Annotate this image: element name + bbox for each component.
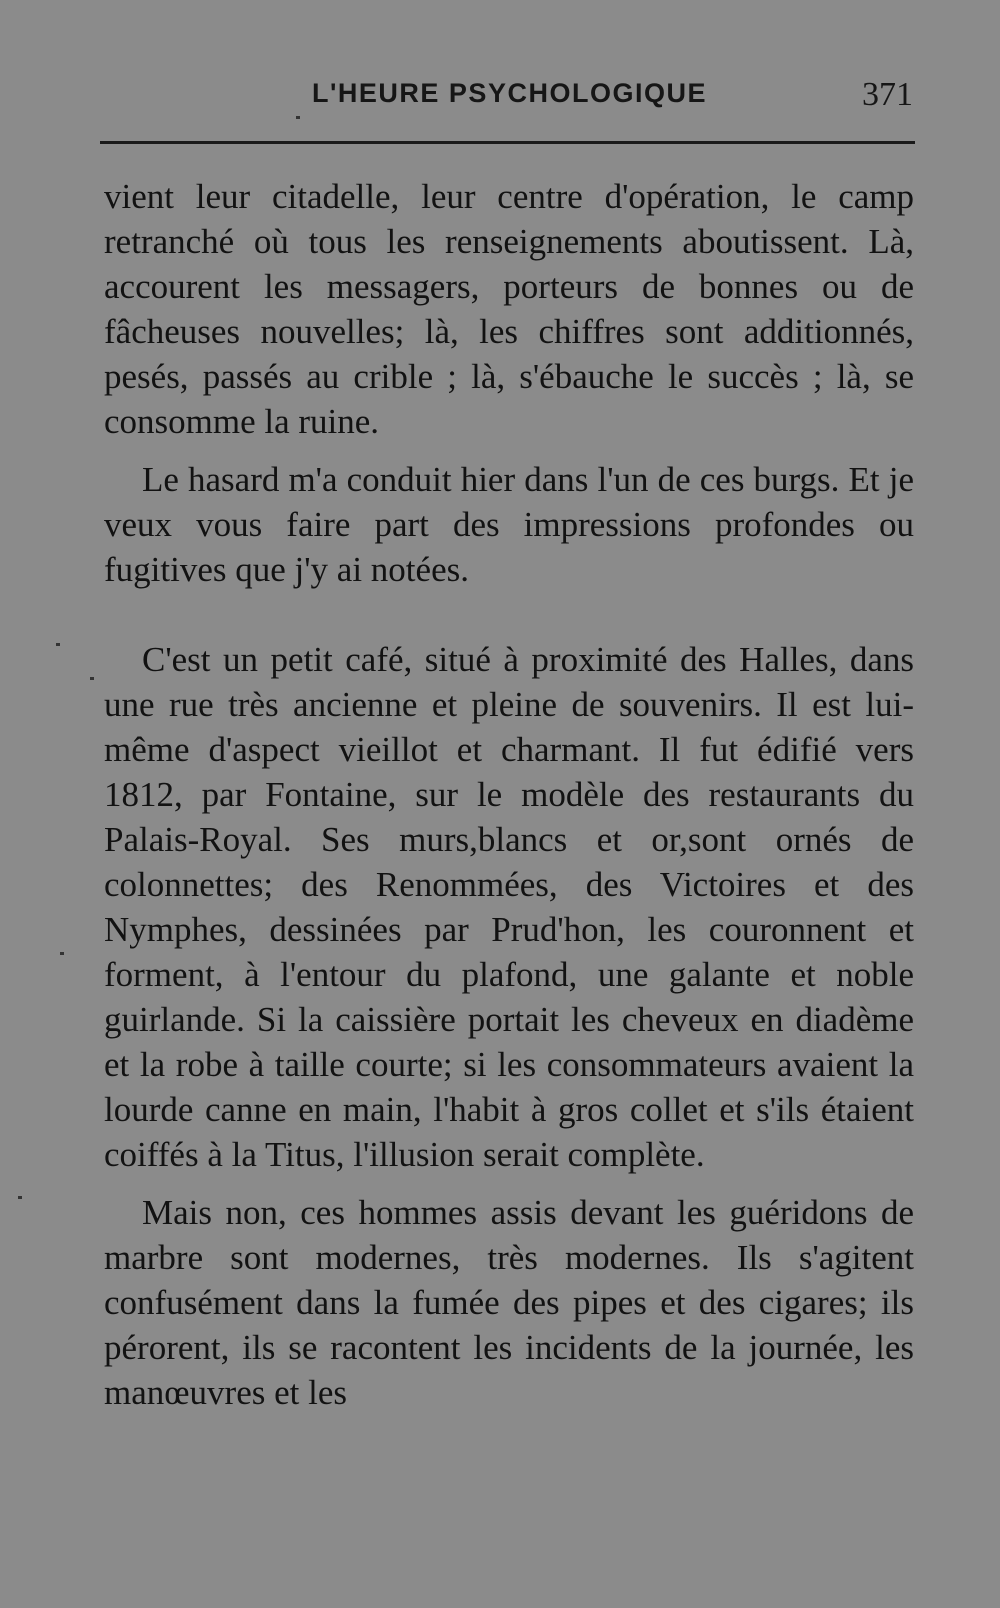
print-speck (296, 116, 300, 119)
print-speck (60, 952, 64, 955)
header-rule (100, 141, 915, 144)
paragraph-continuation: vient leur citadelle, leur centre d'opération, le camp retranché où tous les renseignements aboutissent. Là, accourent les messagers, porteurs de bonnes ou de fâcheuses nouvelles; là, les chiffres sont additionnés, pesés, passés au crible ; là, s'ébauche le succès ; là, se consomme la ruine. (104, 177, 914, 441)
print-speck (90, 677, 94, 680)
running-title: L'HEURE PSYCHOLOGIQUE (312, 78, 707, 108)
paragraph: Mais non, ces hommes assis devant les guéridons de marbre sont modernes, très modernes. Ils s'agitent confusément dans la fumée des pipes et des cigares; ils pérorent, ils se racontent les incidents de la journée, les manœuvres et les (104, 1193, 914, 1412)
running-head (100, 78, 915, 118)
print-speck (56, 643, 60, 646)
print-speck (18, 1196, 22, 1199)
page-number: 371 (862, 76, 913, 113)
paragraph: Le hasard m'a conduit hier dans l'un de ces burgs. Et je veux vous faire part des impressions profondes ou fugitives que j'y ai notées. (104, 460, 914, 589)
body-text (104, 174, 914, 1415)
paragraph: C'est un petit café, situé à proximité des Halles, dans une rue très ancienne et pleine de souvenirs. Il est lui-même d'aspect vieillot et charmant. Il fut édifié vers 1812, par Fontaine, sur le modèle des restaurants du Palais-Royal. Ses murs,blancs et or,sont ornés de colonnettes; des Renommées, des Victoires et des Nymphes, dessinées par Prud'hon, les couronnent et forment, à l'entour du plafond, une galante et noble guirlande. Si la caissière portait les cheveux en diadème et la robe à taille courte; si les consommateurs avaient la lourde canne en main, l'habit à gros collet et s'ils étaient coiffés à la Titus, l'illusion serait complète. (104, 640, 914, 1174)
